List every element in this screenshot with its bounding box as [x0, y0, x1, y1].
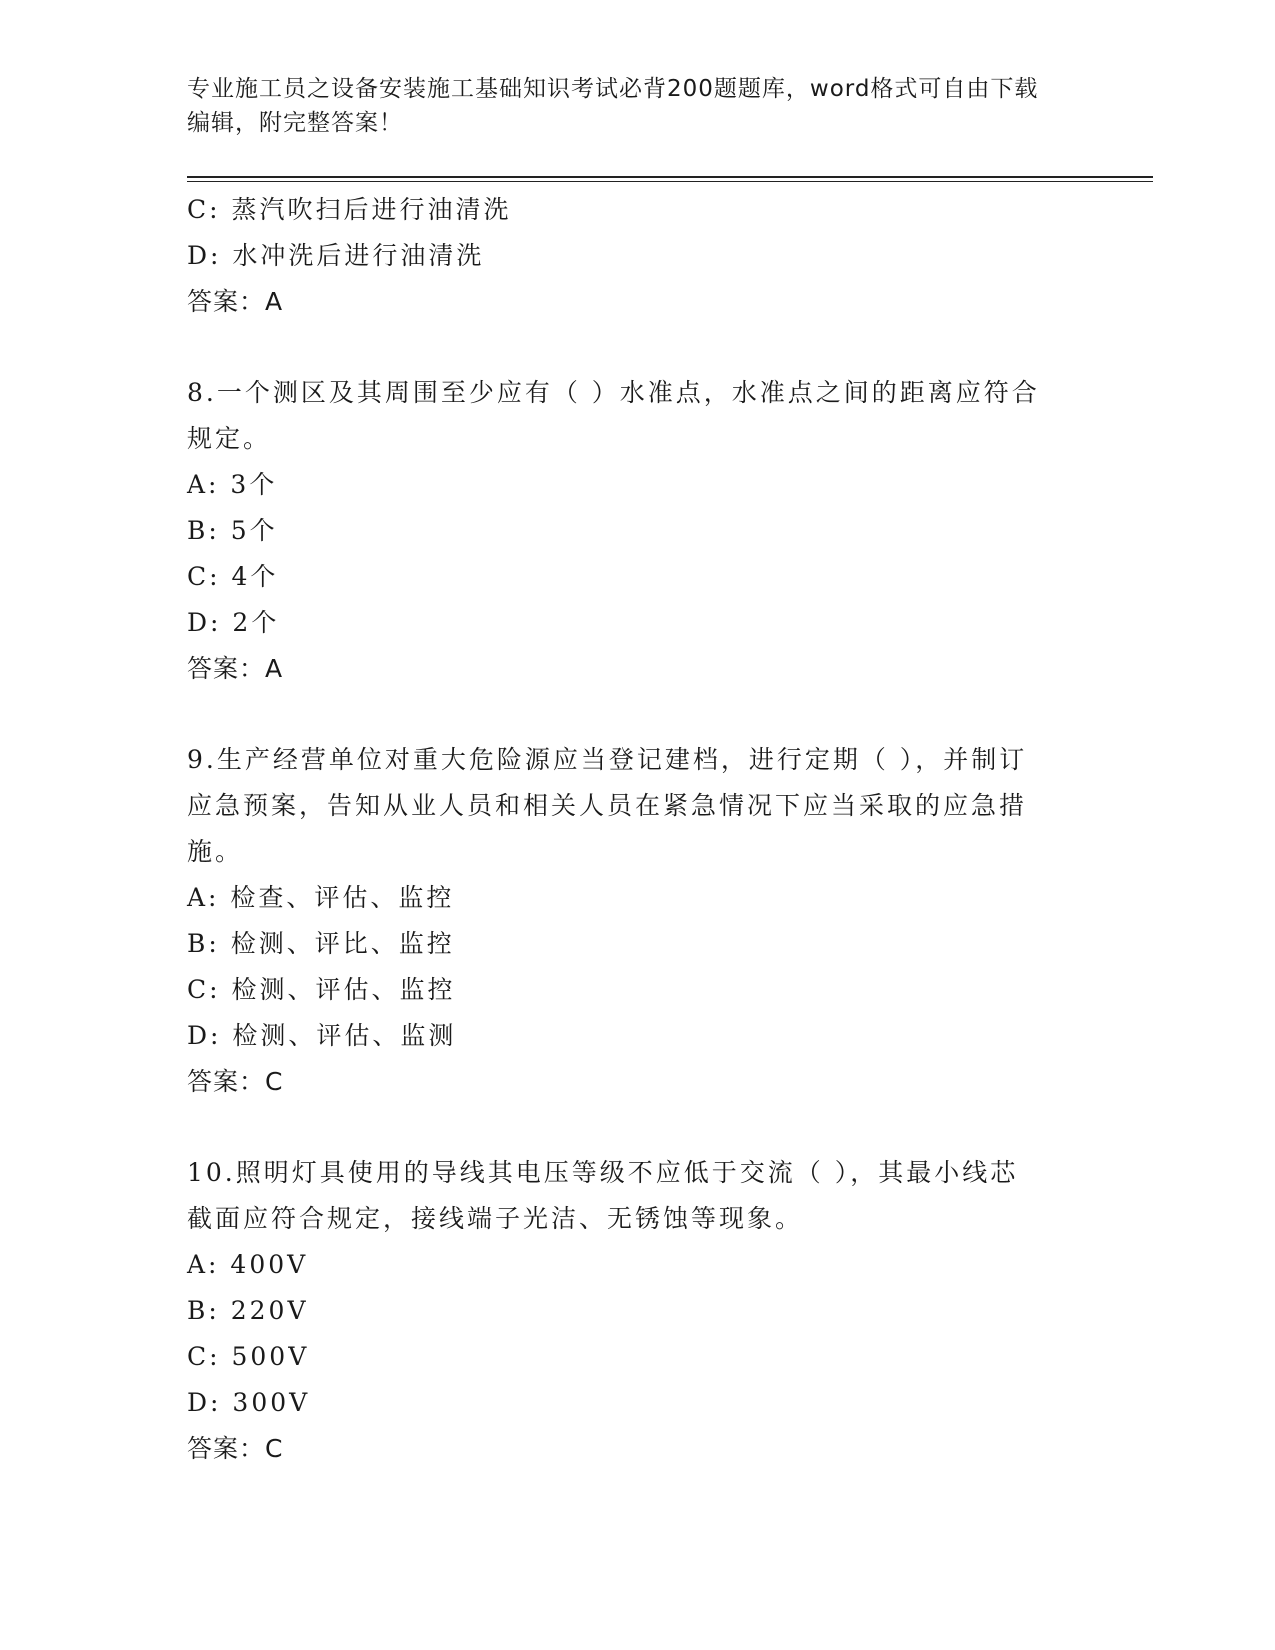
- spacer: [187, 325, 1067, 370]
- question-text: 10.照明灯具使用的导线其电压等级不应低于交流（ ），其最小线芯: [187, 1158, 1019, 1187]
- answer-line: 答案：A: [187, 654, 284, 683]
- question-text: 规定。: [187, 424, 272, 453]
- spacer: [187, 1105, 1067, 1150]
- header-title-line2: 编辑，附完整答案！: [187, 110, 403, 136]
- option-c: C: 4个: [187, 562, 279, 591]
- question-text: 截面应符合规定，接线端子光洁、无锈蚀等现象。: [187, 1204, 804, 1233]
- answer-line: 答案：A: [187, 287, 284, 316]
- option-a: A: 400V: [187, 1250, 309, 1279]
- option-b: B: 检测、评比、监控: [187, 929, 455, 958]
- document-header: [187, 72, 1067, 140]
- option-d: D: 水冲洗后进行油清洗: [187, 241, 485, 270]
- question-8: [187, 370, 1067, 692]
- question-text: 施。: [187, 837, 244, 866]
- header-title-line1: 专业施工员之设备安装施工基础知识考试必背200题题库，word格式可自由下载: [187, 76, 1039, 102]
- option-d: D: 300V: [187, 1388, 311, 1417]
- option-d: D: 2个: [187, 608, 280, 637]
- header-divider-thin: [187, 181, 1153, 182]
- question-text: 应急预案，告知从业人员和相关人员在紧急情况下应当采取的应急措: [187, 791, 1028, 820]
- option-b: B: 220V: [187, 1296, 309, 1325]
- option-c: C: 500V: [187, 1342, 310, 1371]
- option-b: B: 5个: [187, 516, 278, 545]
- question-text: 8.一个测区及其周围至少应有（ ）水准点，水准点之间的距离应符合: [187, 378, 1040, 407]
- option-a: A: 检查、评估、监控: [187, 883, 455, 912]
- option-a: A: 3个: [187, 470, 278, 499]
- question-7-tail: [187, 187, 1067, 325]
- question-10: [187, 1150, 1067, 1472]
- question-text: 9.生产经营单位对重大危险源应当登记建档，进行定期（ ），并制订: [187, 745, 1028, 774]
- option-c: C: 检测、评估、监控: [187, 975, 456, 1004]
- question-9: [187, 737, 1067, 1105]
- answer-line: 答案：C: [187, 1067, 284, 1096]
- header-divider-thick: [187, 176, 1153, 178]
- spacer: [187, 692, 1067, 737]
- question-list: [187, 187, 1067, 1472]
- option-d: D: 检测、评估、监测: [187, 1021, 457, 1050]
- answer-line: 答案：C: [187, 1434, 284, 1463]
- option-c: C: 蒸汽吹扫后进行油清洗: [187, 195, 512, 224]
